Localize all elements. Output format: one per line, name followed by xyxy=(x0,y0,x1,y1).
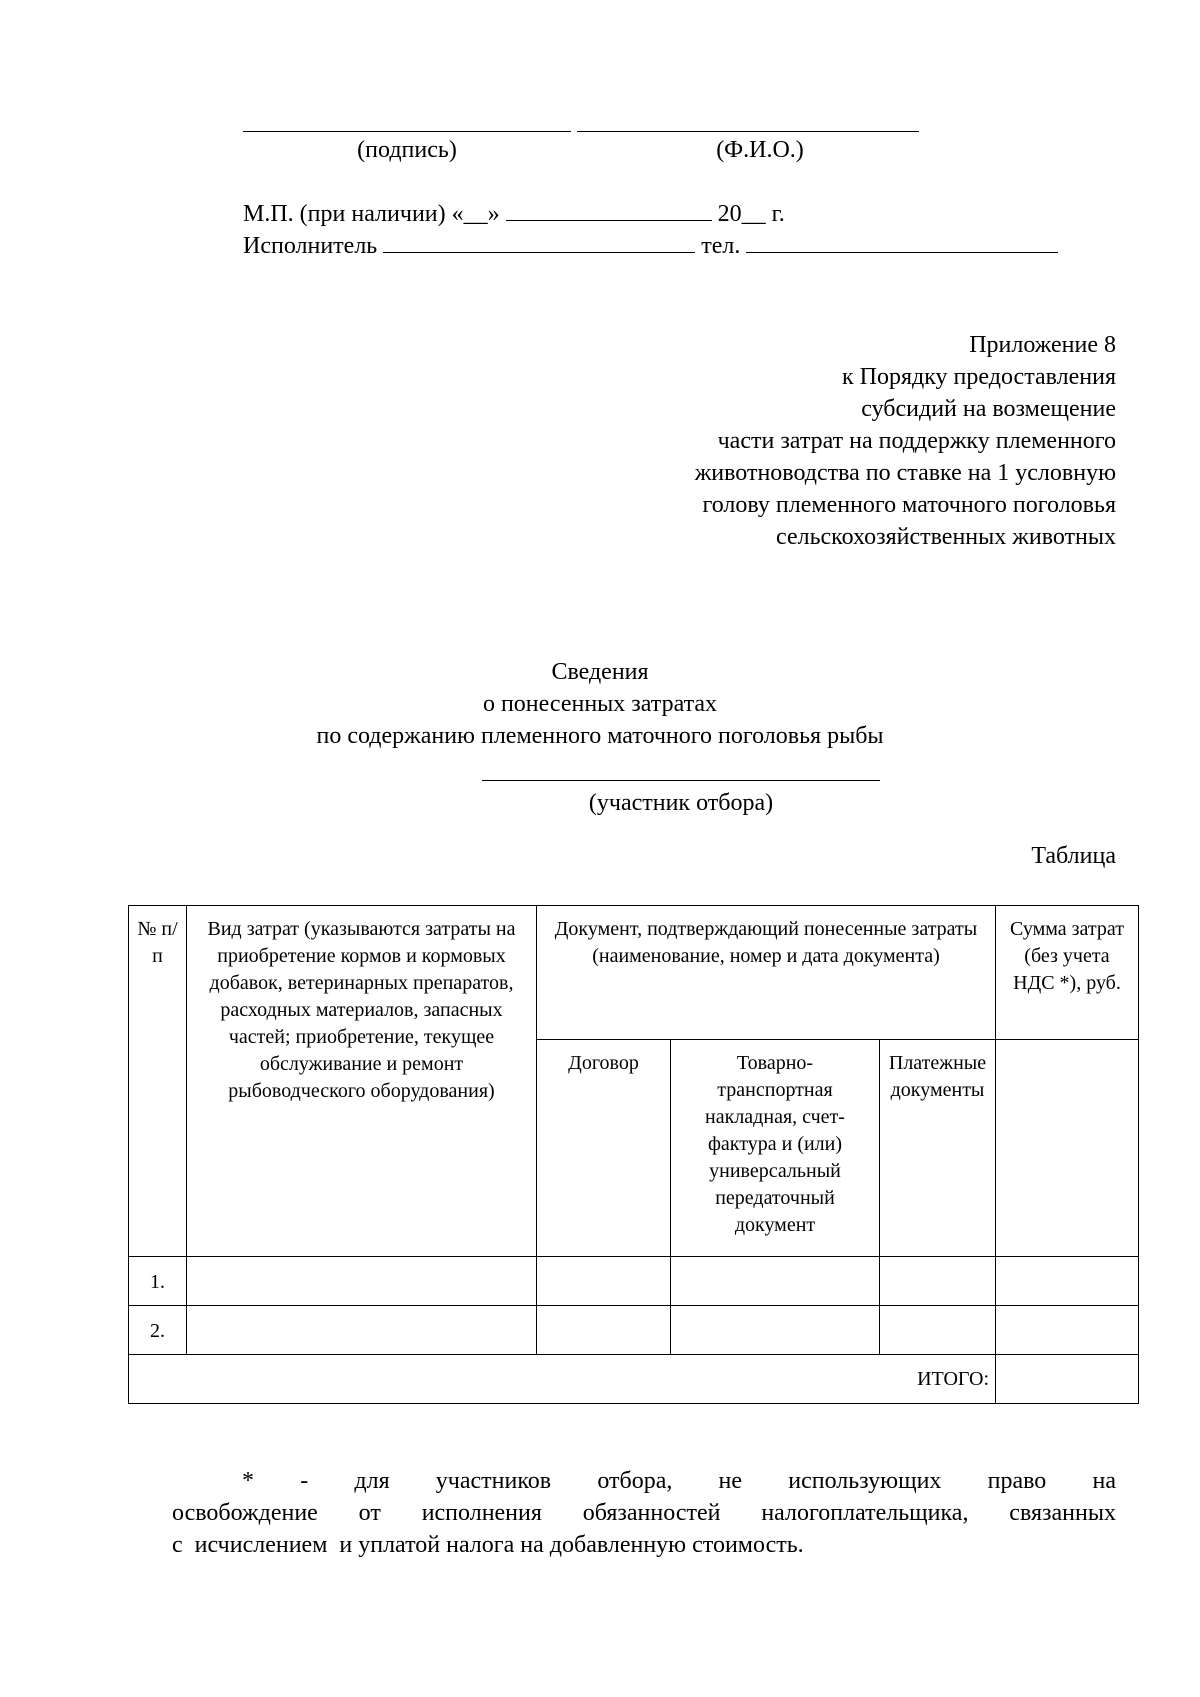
mp-prefix: М.П. (при наличии) «__» xyxy=(243,201,500,227)
cell-empty xyxy=(671,1306,880,1355)
header-num: № п/п xyxy=(129,906,187,1257)
cell-empty xyxy=(537,1257,671,1306)
heading-line: Сведения xyxy=(551,659,649,685)
footnote-word: * xyxy=(242,1468,254,1494)
appendix-line: животноводства по ставке на 1 условную xyxy=(694,460,1116,486)
footnote-word: от xyxy=(358,1500,381,1526)
signature-line xyxy=(243,131,571,132)
cell-empty xyxy=(187,1306,537,1355)
mp-row xyxy=(243,198,1143,230)
footnote-word: - xyxy=(300,1468,309,1494)
cell-empty xyxy=(996,1257,1139,1306)
cell-empty xyxy=(880,1306,996,1355)
table-label: Таблица xyxy=(1031,843,1116,869)
cell-empty xyxy=(187,1257,537,1306)
fio-caption: (Ф.И.О.) xyxy=(716,137,804,163)
document-heading xyxy=(200,656,1000,752)
footnote-word: участников xyxy=(435,1468,552,1494)
date-year: 20__ г. xyxy=(717,201,785,227)
executor-blank xyxy=(383,230,695,253)
participant-caption: (участник отбора) xyxy=(588,790,774,816)
footnote-word: налогоплательщика, xyxy=(761,1500,969,1526)
phone-label: тел. xyxy=(701,233,741,259)
cell-empty xyxy=(996,1040,1139,1257)
cell-empty xyxy=(537,1306,671,1355)
date-month-blank xyxy=(506,198,712,221)
footnote-word: не xyxy=(718,1468,743,1494)
footnote-word: обязанностей xyxy=(582,1500,721,1526)
footnote-word: связанных xyxy=(1009,1500,1116,1526)
fio-line xyxy=(577,131,919,132)
participant-line xyxy=(482,780,880,781)
subheader-contract: Договор xyxy=(537,1040,671,1257)
cell-empty xyxy=(671,1257,880,1306)
appendix-line: Приложение 8 xyxy=(969,332,1116,358)
header-expense-type: Вид затрат (указываются затраты на приобретение кормов и кормовых добавок, ветеринарных препаратов, расходных материалов, запасных частей; приобретение, текущее обслуживание и ремонт рыбоводческого оборудования) xyxy=(187,906,537,1257)
footnote xyxy=(172,1465,1116,1561)
appendix-block xyxy=(560,329,1116,553)
cell-empty xyxy=(880,1257,996,1306)
total-row xyxy=(129,1355,1139,1404)
heading-line: по содержанию племенного маточного поголовья рыбы xyxy=(316,723,884,749)
footnote-word: для xyxy=(354,1468,390,1494)
subheader-payment-docs: Платежные документы xyxy=(880,1040,996,1257)
appendix-line: сельскохозяйственных животных xyxy=(776,524,1116,550)
signature-caption: (подпись) xyxy=(357,137,457,163)
total-label: ИТОГО: xyxy=(129,1355,996,1404)
footnote-line-1 xyxy=(172,1465,1116,1497)
phone-blank xyxy=(746,230,1058,253)
table-row xyxy=(129,1257,1139,1306)
appendix-line: голову племенного маточного поголовья xyxy=(702,492,1116,518)
subheader-waybill: Товарно-транспортная накладная, счет-фактура и (или) универсальный передаточный документ xyxy=(671,1040,880,1257)
row-number: 1. xyxy=(129,1257,187,1306)
heading-line: о понесенных затратах xyxy=(482,691,718,717)
total-value xyxy=(996,1355,1139,1404)
footnote-word: использующих xyxy=(788,1468,942,1494)
footnote-line-2 xyxy=(172,1497,1116,1529)
footnote-word: отбора, xyxy=(597,1468,673,1494)
footnote-word: право xyxy=(987,1468,1047,1494)
appendix-line: субсидий на возмещение xyxy=(861,396,1116,422)
row-number: 2. xyxy=(129,1306,187,1355)
footnote-word: исполнения xyxy=(421,1500,542,1526)
table-row xyxy=(129,1306,1139,1355)
footnote-word: освобождение xyxy=(172,1500,318,1526)
executor-label: Исполнитель xyxy=(243,233,378,259)
executor-row xyxy=(243,230,1143,262)
header-document: Документ, подтверждающий понесенные затраты (наименование, номер и дата документа) xyxy=(537,906,996,1040)
footnote-word: на xyxy=(1092,1468,1116,1494)
appendix-line: к Порядку предоставления xyxy=(841,364,1116,390)
footnote-line-3: с исчислением и уплатой налога на добавленную стоимость. xyxy=(172,1532,804,1558)
header-sum: Сумма затрат (без учета НДС *), руб. xyxy=(996,906,1139,1040)
cell-empty xyxy=(996,1306,1139,1355)
appendix-line: части затрат на поддержку племенного xyxy=(717,428,1116,454)
expenses-table xyxy=(128,905,1139,1404)
